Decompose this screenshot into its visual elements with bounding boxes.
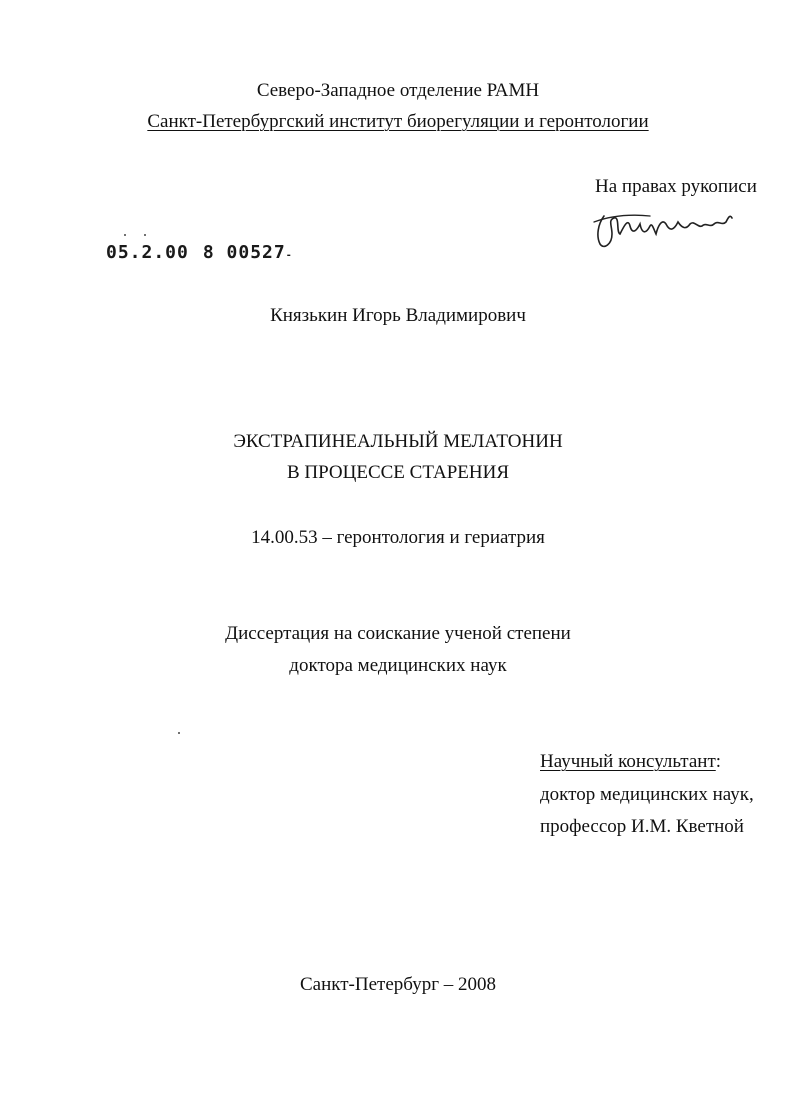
organization-name: Северо-Западное отделение РАМН: [256, 80, 540, 101]
stamp-speck: [144, 234, 146, 236]
specialty-code: 14.00.53 – геронтология и гериатрия: [251, 527, 545, 548]
institute-name-text: Санкт-Петербургский институт биорегуляции и геронтологии: [147, 111, 649, 132]
manuscript-note: На правах рукописи: [595, 176, 757, 197]
dissertation-title-line1: ЭКСТРАПИНЕАЛЬНЫЙ МЕЛАТОНИН: [233, 431, 563, 452]
degree-line2: доктора медицинских наук: [289, 655, 507, 676]
institute-name: [0, 110, 796, 134]
consultant-degree: доктор медицинских наук,: [540, 784, 754, 805]
consultant-label: [540, 750, 721, 774]
registration-stamp: 05.2.00 8 00527-: [106, 242, 293, 263]
city-year: Санкт-Петербург – 2008: [299, 974, 496, 995]
consultant-label-colon: :: [715, 751, 722, 772]
consultant-name: профессор И.М. Кветной: [540, 816, 744, 837]
stamp-part1: 05.2.00: [106, 242, 189, 263]
consultant-label-text: Научный консультант: [540, 751, 716, 772]
stamp-speck: [124, 234, 126, 236]
stamp-part2: 8 00527: [202, 242, 286, 263]
author-signature: [590, 204, 740, 254]
degree-line1: Диссертация на соискание ученой степени: [225, 623, 571, 644]
dissertation-title-line2: В ПРОЦЕССЕ СТАРЕНИЯ: [286, 462, 510, 483]
page-speck: [178, 732, 180, 734]
author-name: Князькин Игорь Владимирович: [270, 305, 526, 326]
